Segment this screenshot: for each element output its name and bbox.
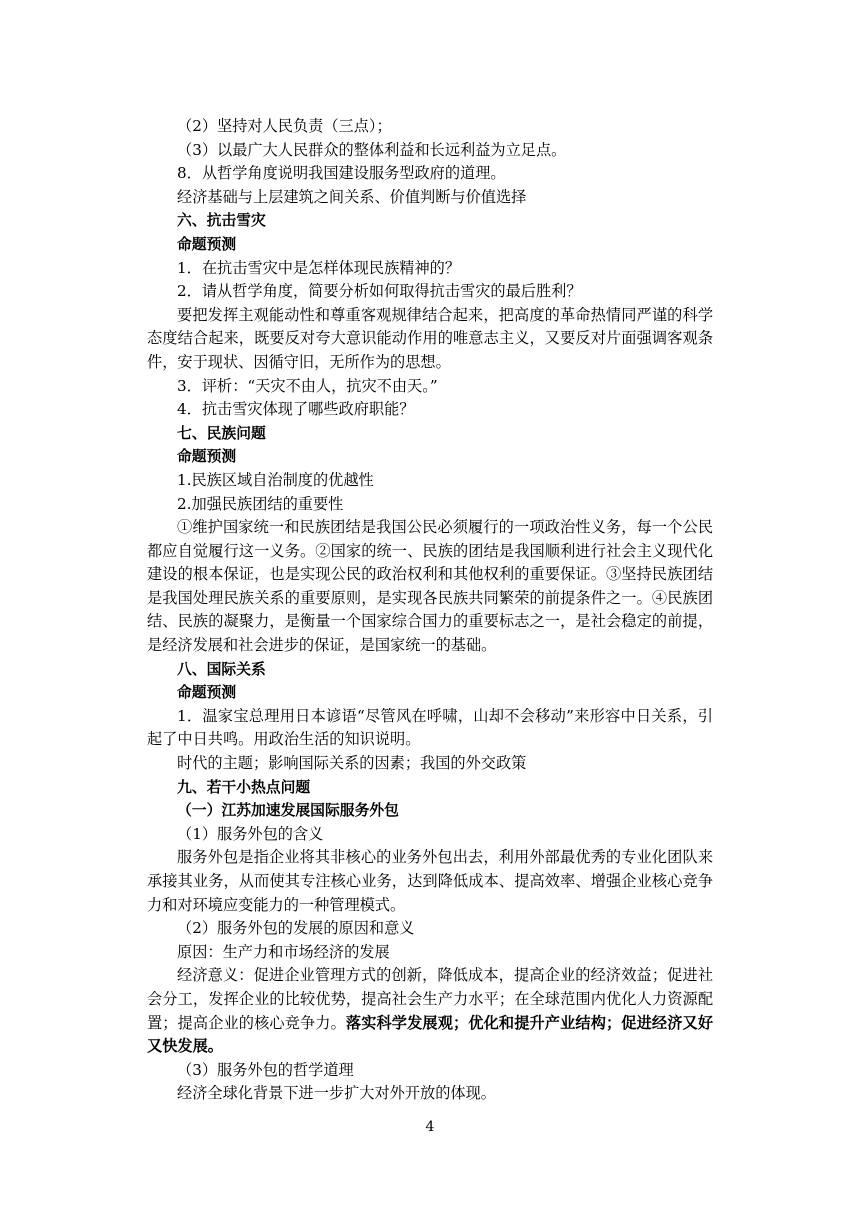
text-line: （2）坚持对人民负责（三点）； [177,117,392,135]
subheading: （一）江苏加速发展国际服务外包 [177,802,399,820]
question-item: 2．请从哲学角度，简要分析如何取得抗击雪灾的最后胜利？ [177,282,582,301]
question-item: 1．在抗击雪灾中是怎样体现民族精神的？ [177,258,461,277]
text-line: （3）以最广大人民群众的整体利益和长远利益为立足点。 [177,140,567,159]
question-item: 3．评析：“天灾不由人，抗灾不由天。” [177,376,438,395]
paragraph: ①维护国家统一和民族团结是我国公民必须履行的一项政治性义务，每一个公民都应自觉履行这一义务。②国家的统一、民族的团结是我国顺利进行社会主义现代化建设的根本保证，也是实现公民的政治权利和其他权利的重要保证。③坚持民族团结是我国处理民族关系的重要原则，是实现各民族共同繁荣的前提条件之一。④民族团结、民族的凝聚力，是衡量一个国家综合国力的重要标志之一，是社会稳定的前提，是经济发展和社会进步的保证，是国家统一的基础。 [147,518,713,655]
section-heading: 七、民族问题 [177,424,266,442]
section-heading: 八、国际关系 [177,660,266,678]
text-line: 经济全球化背景下进一步扩大对外开放的体现。 [177,1084,496,1103]
bold-emphasis: 落实科学发展观；优化和提升产业结构；促进经济又好又快发展。 [147,1013,714,1056]
text-line: （3）服务外包的哲学道理 [177,1060,354,1079]
subheading: 命题预测 [177,235,237,253]
paragraph: 要把发挥主观能动性和尊重客观规律结合起来，把高度的革命热情同严谨的科学态度结合起来，既要反对夸大意识能动作用的唯意志主义，又要反对片面强调客观条件，安于现状、因循守旧，无所作为的思想。 [147,305,713,371]
text-line: 经济基础与上层建筑之间关系、价值判断与价值选择 [177,187,527,206]
paragraph: 1．温家宝总理用日本谚语“尽管风在呼啸，山却不会移动”来形容中日关系，引起了中日共鸣。用政治生活的知识说明。 [147,706,713,749]
text-line: （2）服务外包的发展的原因和意义 [177,919,415,938]
question-item: 1.民族区域自治制度的优越性 [177,470,374,489]
section-heading: 六、抗击雪灾 [177,212,266,230]
paragraph: 服务外包是指企业将其非核心的业务外包出去，利用外部最优秀的专业化团队来承接其业务，从而使其专注核心业务，达到降低成本、提高效率、增强企业核心竞争力和对环境应变能力的一种管理模式。 [147,848,713,914]
subheading: 命题预测 [177,448,237,466]
question-item: 4．抗击雪灾体现了哪些政府职能？ [177,400,415,419]
subheading: 命题预测 [177,684,237,702]
text-line: 原因：生产力和市场经济的发展 [177,942,390,961]
text-line: （1）服务外包的含义 [177,824,324,843]
page-number: 4 [425,1119,435,1135]
question-item: 2.加强民族团结的重要性 [177,494,344,513]
section-heading: 九、若干小热点问题 [177,778,311,796]
paragraph [147,964,713,1058]
paragraph-text: 经济意义：促进企业管理方式的创新，降低成本，提高企业的经济效益；促进社会分工，发挥企业的比较优势，提高社会生产力水平；在全球范围内优化人力资源配置；提高企业的核心竞争力。 [147,966,713,1032]
text-line: 8．从哲学角度说明我国建设服务型政府的道理。 [177,164,506,183]
document-page [147,115,713,1106]
text-line: 时代的主题；影响国际关系的因素；我国的外交政策 [177,754,527,773]
